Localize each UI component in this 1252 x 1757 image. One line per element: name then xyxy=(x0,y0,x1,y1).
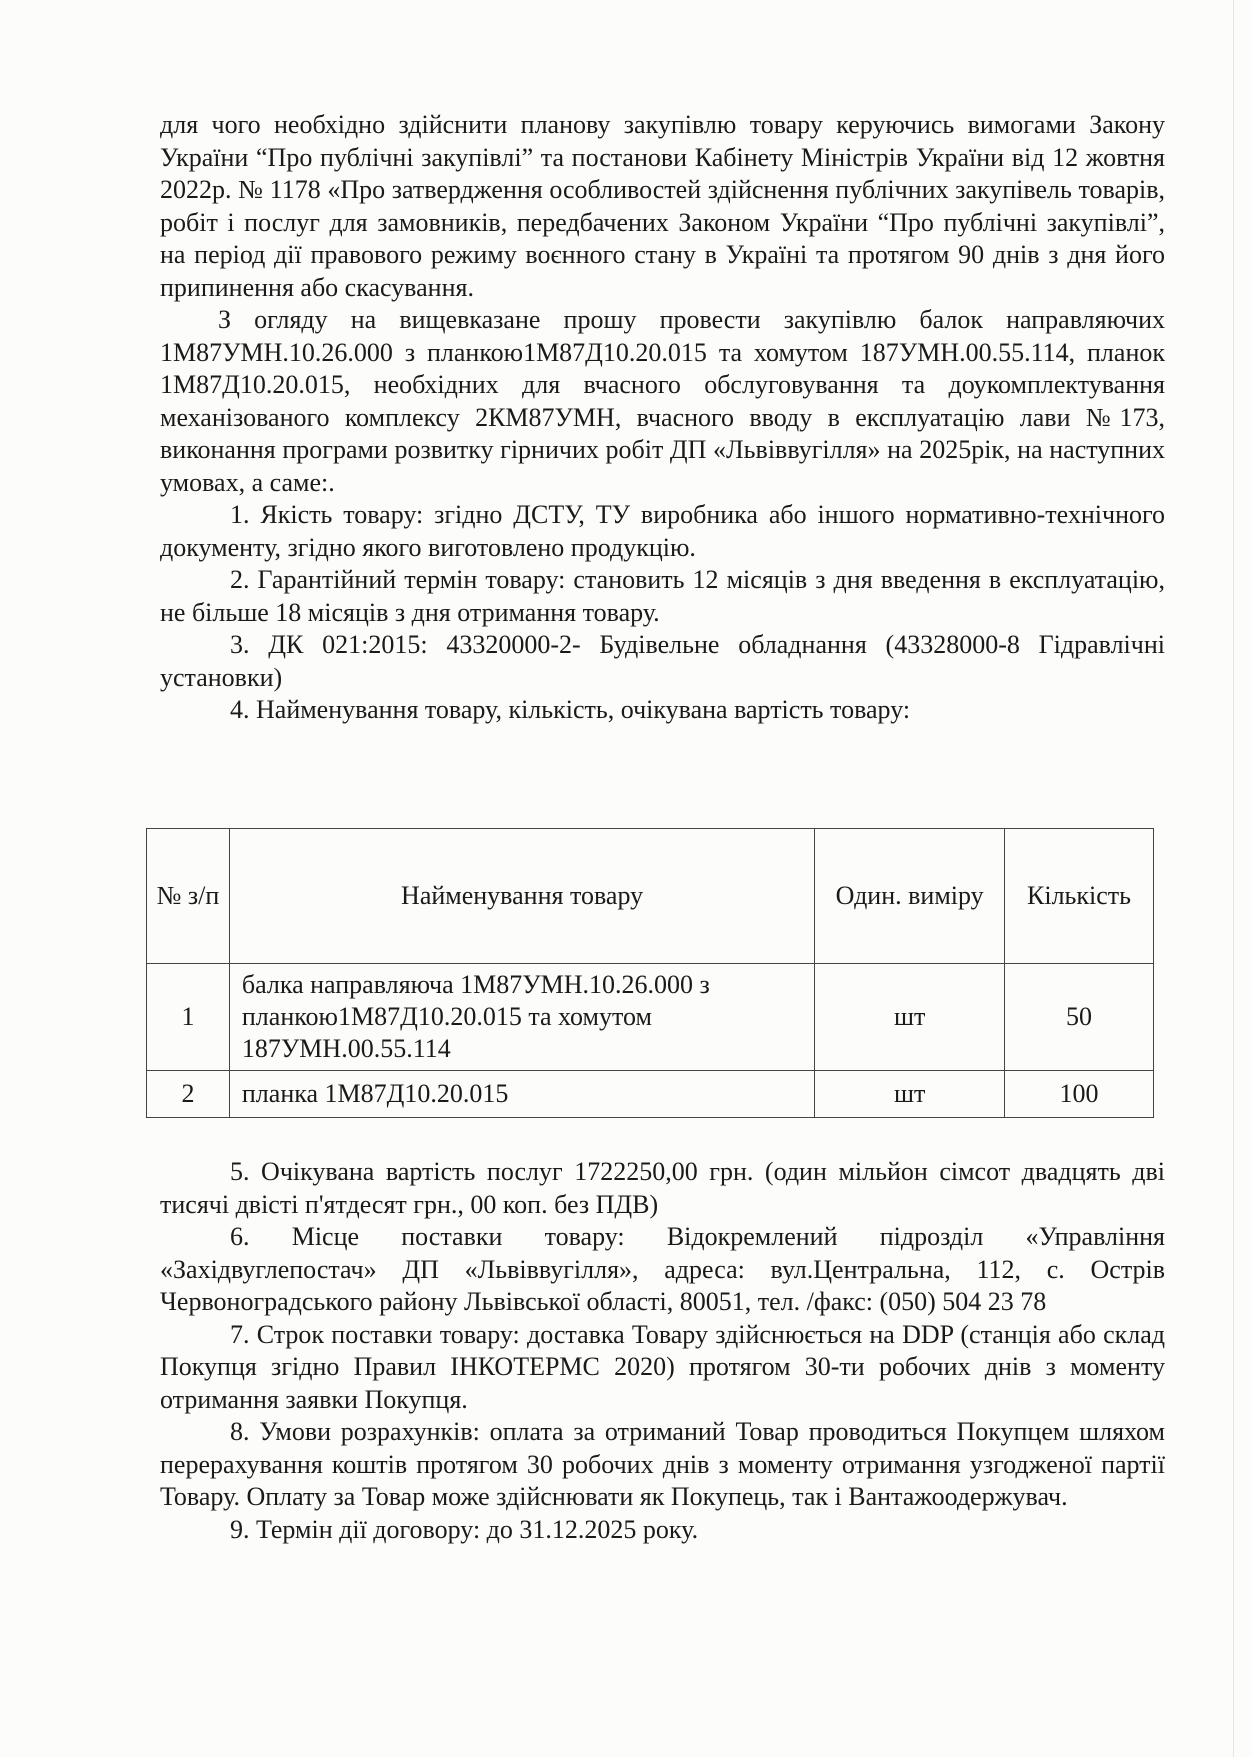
row-num: 1 xyxy=(147,964,230,1071)
condition-5: 5. Очікувана вартість послуг 1722250,00 грн. (один мільйон сімсот двадцять дві тисячі двісті п'ятдесят грн., 00 коп. без ПДВ) xyxy=(160,1157,1165,1219)
intro-paragraph: для чого необхідно здійснити планову закупівлю товару керуючись вимогами Закону України “Про публічні закупівлі” та постанови Кабінету Міністрів України від 12 жовтня 2022р. № 1178 «Про затвердження особливостей здійснення публічних закупівель товарів, робіт і послуг для замовників, передбачених Законом України “Про публічні закупівлі”, на період дії правового режиму воєнного стану в Україні та протягом 90 днів з дня його припинення або скасування. xyxy=(160,110,1165,302)
condition-4: 4. Найменування товару, кількість, очікувана вартість товару: xyxy=(230,695,911,724)
table-row xyxy=(147,1071,1154,1118)
condition-9: 9. Термін дії договору: до 31.12.2025 року. xyxy=(230,1514,699,1544)
row-name: балка направляюча 1М87УМН.10.26.000 з планкою1М87Д10.20.015 та хомутом 187УМН.00.55.114 xyxy=(229,964,814,1071)
condition-1: 1. Якість товару: згідно ДСТУ, ТУ виробника або іншого нормативно-технічного документу, згідно якого виготовлено продукцію. xyxy=(160,500,1165,562)
row-qty: 50 xyxy=(1005,964,1154,1071)
scan-edge-line xyxy=(1233,0,1234,1757)
row-num: 2 xyxy=(147,1071,230,1118)
condition-2: 2. Гарантійний термін товару: становить 12 місяців з дня введення в експлуатацію, не більше 18 місяців з дня отримання товару. xyxy=(160,565,1165,627)
table-header-row xyxy=(147,829,1154,964)
header-qty: Кількість xyxy=(1005,829,1154,964)
condition-8: 8. Умови розрахунків: оплата за отриманий Товар проводиться Покупцем шляхом перерахування коштів протягом 30 робочих днів з моменту отримання узгодженої партії Товару. Оплату за Товар може здійснювати як Покупець, так і Вантажоодержувач. xyxy=(160,1417,1165,1511)
condition-6: 6. Місце поставки товару: Відокремлений підрозділ «Управління «Західвуглепостач» ДП «Львіввугілля», адреса: вул.Центральна, 112, с. Острів Червоноградського району Львівської області, 80051, тел. /факс: (050) 504 23 78 xyxy=(160,1222,1165,1316)
header-unit: Один. виміру xyxy=(815,829,1005,964)
row-unit: шт xyxy=(815,1071,1005,1118)
row-unit: шт xyxy=(815,964,1005,1071)
header-name: Найменування товару xyxy=(229,829,814,964)
row-qty: 100 xyxy=(1005,1071,1154,1118)
request-paragraph: З огляду на вищевказане прошу провести закупівлю балок направляючих 1М87УМН.10.26.000 з планкою1М87Д10.20.015 та хомутом 187УМН.00.55.114, планок 1М87Д10.20.015, необхідних для вчасного обслуговування та доукомплектування механізованого комплексу 2КМ87УМН, вчасного вводу в експлуатацію лави №173, виконання програми розвитку гірничих робіт ДП «Львіввугілля» на 2025рік, на наступних умовах, а саме:. xyxy=(160,305,1165,497)
condition-3: 3. ДК 021:2015: 43320000-2- Будівельне обладнання (43328000-8 Гідравлічні установки) xyxy=(160,630,1165,692)
lower-text-block xyxy=(160,1156,1165,1546)
condition-7: 7. Строк поставки товару: доставка Товару здійснюється на DDP (станція або склад Покупця згідно Правил ІНКОТЕРМС 2020) протягом 30-ти робочих днів з моменту отримання заявки Покупця. xyxy=(160,1319,1165,1414)
header-num: № з/п xyxy=(147,829,230,964)
row-name: планка 1М87Д10.20.015 xyxy=(229,1071,814,1118)
goods-table xyxy=(146,828,1154,1118)
upper-text-block xyxy=(160,109,1165,727)
table-row xyxy=(147,964,1154,1071)
